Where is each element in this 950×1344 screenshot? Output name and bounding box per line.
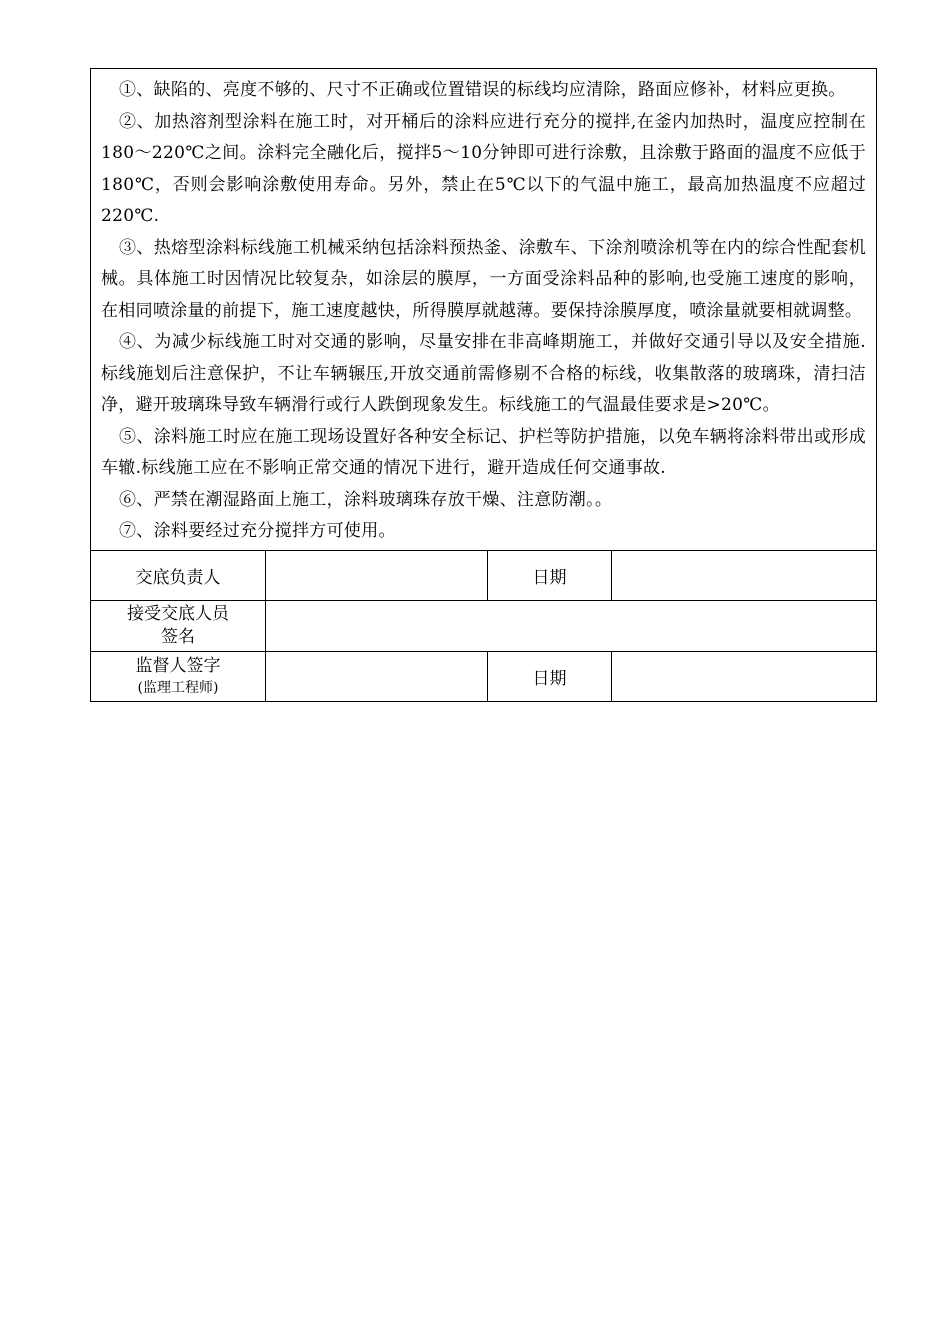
receiver-label <box>91 600 266 651</box>
paragraph-4: ④、为减少标线施工时对交通的影响，尽量安排在非高峰期施工，并做好交通引导以及安全措施.标线施划后注意保护，不让车辆辗压,开放交通前需修剔不合格的标线，收集散落的玻璃珠，清扫洁净，避开玻璃珠导致车辆滑行或行人跌倒现象发生。标线施工的气温最佳要求是>20℃。 <box>101 332 866 415</box>
paragraph-7: ⑦、涂料要经过充分搅拌方可使用。 <box>119 521 396 541</box>
paragraph-2: ②、加热溶剂型涂料在施工时，对开桶后的涂料应进行充分的搅拌,在釜内加热时，温度应控制在180～220℃之间。涂料完全融化后，搅拌5～10分钟即可进行涂敷，且涂敷于路面的温度不应低于180℃，否则会影响涂敷使用寿命。另外，禁止在5℃以下的气温中施工，最高加热温度不应超过220℃. <box>101 111 866 226</box>
supervisor-signature-field[interactable] <box>266 651 488 701</box>
receiver-label-line1: 接受交底人员 <box>127 603 229 624</box>
paragraph-5: ⑤、涂料施工时应在施工现场设置好各种安全标记、护栏等防护措施，以免车辆将涂料带出或形成车辙.标线施工应在不影响正常交通的情况下进行，避开造成任何交通事故. <box>101 426 866 478</box>
content-cell <box>91 69 877 551</box>
disclosure-form-table <box>90 68 877 702</box>
date-label-2: 日期 <box>488 651 612 701</box>
date-field-2[interactable] <box>612 651 877 701</box>
paragraph-3: ③、热熔型涂料标线施工机械采纳包括涂料预热釜、涂敷车、下涂剂喷涂机等在内的综合性配套机械。具体施工时因情况比较复杂，如涂层的膜厚，一方面受涂料品种的影响,也受施工速度的影响，在相同喷涂量的前提下，施工速度越快，所得膜厚就越薄。要保持涂膜厚度，喷涂量就要相就调整。 <box>101 237 866 321</box>
receiver-row <box>91 600 877 651</box>
supervisor-label <box>91 651 266 701</box>
paragraph-6: ⑥、严禁在潮湿路面上施工，涂料玻璃珠存放干燥、注意防潮。。 <box>119 489 613 510</box>
responsible-signature-field[interactable] <box>266 550 488 600</box>
date-label-1: 日期 <box>488 550 612 600</box>
supervisor-label-line2: (监理工程师) <box>137 679 219 696</box>
responsible-row <box>91 550 877 600</box>
receiver-label-line2: 签名 <box>161 626 195 647</box>
supervisor-label-line1: 监督人签字 <box>135 655 221 676</box>
receiver-signature-field[interactable] <box>266 600 877 651</box>
responsible-label: 交底负责人 <box>91 550 266 600</box>
date-field-1[interactable] <box>612 550 877 600</box>
supervisor-row <box>91 651 877 701</box>
paragraph-1: ①、缺陷的、亮度不够的、尺寸不正确或位置错误的标线均应清除，路面应修补，材料应更换。 <box>119 80 846 100</box>
content-row <box>91 69 877 551</box>
